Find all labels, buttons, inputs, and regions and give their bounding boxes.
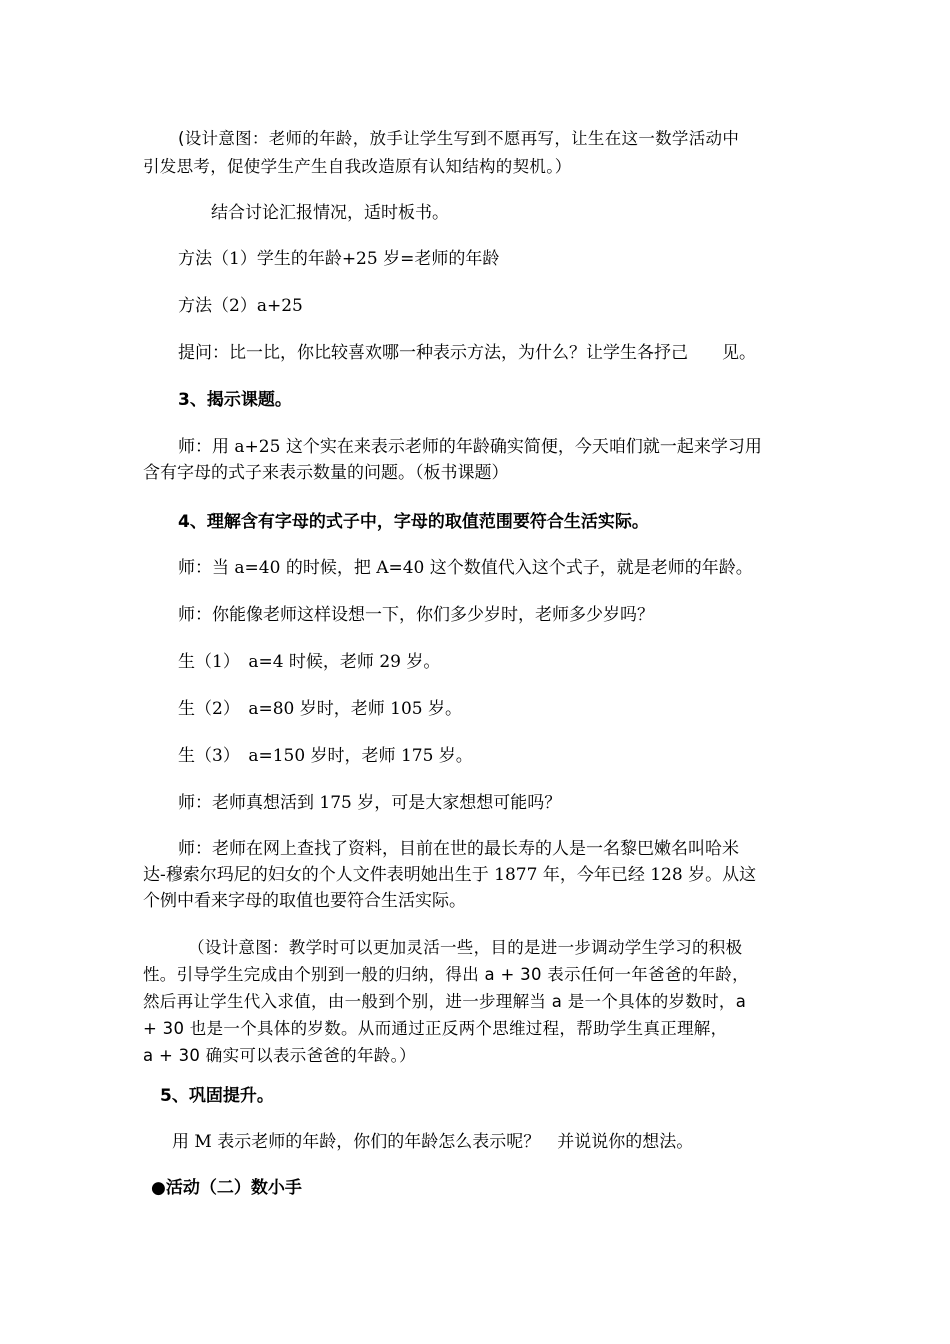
design-intent-2c: 然后再让学生代入求值，由一般到个别，进一步理解当 a 是一个具体的岁数时，a (143, 992, 747, 1011)
method-2: 方法（2）a+25 (178, 296, 303, 316)
design-intent-2b: 性。引导学生完成由个别到一般的归纳，得出 a + 30 表示任何一年爸爸的年龄， (143, 965, 749, 984)
summary-text: 结合讨论汇报情况，适时板书。 (211, 203, 449, 223)
intent-1-line-1: (设计意图：老师的年龄，放手让学生写到不愿再写，让生在这一数学活动中 (178, 129, 740, 148)
heading-5: 5、巩固提升。 (160, 1086, 274, 1106)
heading-4: 4、理解含有字母的式子中，字母的取值范围要符合生活实际。 (178, 512, 649, 532)
student-answer-3: 生（3） a=150 岁时，老师 175 岁。 (178, 746, 473, 766)
teacher-line-5b: 达-穆索尔玛尼的妇女的个人文件表明她出生于 1877 年，今年已经 128 岁。从这 (143, 865, 757, 885)
teacher-line-3: 师：你能像老师这样设想一下，你们多少岁时，老师多少岁吗？ (178, 605, 654, 625)
student-answer-1: 生（1） a=4 时候，老师 29 岁。 (178, 652, 441, 672)
teacher-line-1a: 师：用 a+25 这个实在来表示老师的年龄确实简便，今天咱们就一起来学习用 (178, 437, 762, 457)
design-intent-2e: a + 30 确实可以表示爸爸的年龄。） (143, 1046, 416, 1065)
teacher-line-4: 师：老师真想活到 175 岁，可是大家想想可能吗？ (178, 793, 562, 813)
teacher-line-5c: 个例中看来字母的取值也要符合生活实际。 (143, 891, 466, 911)
student-answer-2: 生（2） a=80 岁时，老师 105 岁。 (178, 699, 462, 719)
intent-1-line-2: 引发思考，促使学生产生自我改造原有认知结构的契机。） (143, 157, 572, 176)
teacher-line-5a: 师：老师在网上查找了资料，目前在世的最长寿的人是一名黎巴嫩名叫哈米 (178, 839, 739, 859)
design-intent-2a: （设计意图：教学时可以更加灵活一些，目的是进一步调动学生学习的积极 (188, 938, 743, 957)
teacher-line-2: 师：当 a=40 的时候，把 A=40 这个数值代入这个式子，就是老师的年龄。 (178, 558, 753, 578)
design-intent-2d: + 30 也是一个具体的岁数。从而通过正反两个思维过程，帮助学生真正理解， (143, 1019, 728, 1038)
heading-3: 3、揭示课题。 (178, 390, 292, 410)
teacher-line-1b: 含有字母的式子来表示数量的问题。（板书课题） (143, 463, 509, 483)
design-intent-1 (178, 125, 739, 153)
method-1: 方法（1）学生的年龄+25 岁=老师的年龄 (178, 249, 500, 269)
design-intent-1-cont (143, 153, 572, 181)
practice-question: 用 M 表示老师的年龄，你们的年龄怎么表示呢？ 并说说你的想法。 (172, 1132, 694, 1152)
question-text: 提问：比一比，你比较喜欢哪一种表示方法，为什么？让学生各抒己 见。 (178, 343, 756, 363)
activity-heading: ●活动（二）数小手 (151, 1178, 302, 1198)
